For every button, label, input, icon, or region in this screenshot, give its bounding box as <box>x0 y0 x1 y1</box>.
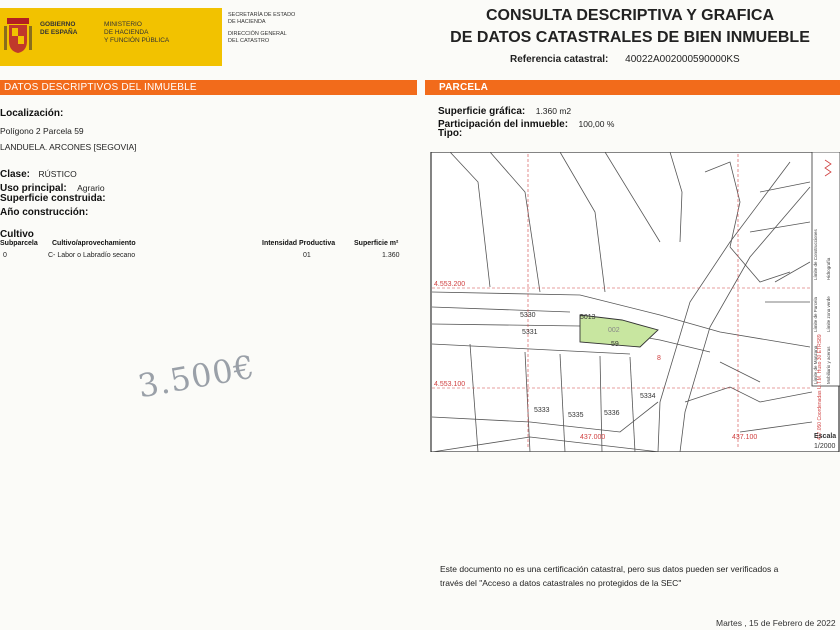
title-line-2: DE DATOS CATASTRALES DE BIEN INMUEBLE <box>450 29 810 46</box>
localizacion-line-2: LANDUELA. ARCONES [SEGOVIA] <box>0 142 137 152</box>
title-line-1: CONSULTA DESCRIPTIVA Y GRAFICA <box>485 7 774 24</box>
parcel-label-5013: 5013 <box>580 314 596 321</box>
uso-label: Uso principal: <box>0 183 67 194</box>
legend-item-parcela: Límite de Parcela <box>813 296 818 332</box>
section-bar-parcela: PARCELA <box>425 80 840 95</box>
document-title <box>420 5 840 49</box>
note-line-1: Este documento no es una certificación catastral, pero sus datos pueden ser verificados a <box>440 564 779 574</box>
parcel-label-5333: 5333 <box>534 407 550 414</box>
parcel-label-5331: 5331 <box>522 329 538 336</box>
handwritten-price: 3.500€ <box>135 347 258 406</box>
uso-value: Agrario <box>77 183 105 193</box>
col-subparcela: Subparcela <box>0 240 38 247</box>
anio-construccion-label: Año construcción: <box>0 207 89 218</box>
cell-superficie: 1.360 <box>382 252 400 259</box>
legend-item-mobiliario: Mobiliario y aceras <box>826 346 831 384</box>
logo-text-gobierno: GOBIERNO DE ESPAÑA <box>40 21 78 36</box>
section-bar-datos: DATOS DESCRIPTIVOS DEL INMUEBLE <box>0 80 417 95</box>
parcel-label-5336: 5336 <box>604 410 620 417</box>
coord-left-top: 4.553.200 <box>434 281 466 288</box>
logo-text-ministerio: MINISTERIO DE HACIENDA Y FUNCIÓN PÚBLICA <box>104 21 170 44</box>
disclaimer-note <box>440 562 778 590</box>
participacion-value: 100,00 % <box>578 119 615 129</box>
sup-grafica-label: Superficie gráfica: <box>438 106 526 117</box>
secretaria-block <box>228 12 295 44</box>
footer-date: Martes , 15 de Febrero de 2022 <box>716 618 836 628</box>
cultivo-label: Cultivo <box>0 229 34 240</box>
participacion-row <box>438 114 614 132</box>
direccion-text: DIRECCIÓN GENERAL DEL CATASTRO <box>228 31 287 44</box>
sup-grafica-value: 1.360 m2 <box>535 106 572 116</box>
localizacion-label: Localización: <box>0 108 64 119</box>
legend-item-manzana: Límite de Manzana <box>813 345 818 384</box>
coat-of-arms-icon <box>4 16 32 56</box>
localizacion-line-1: Polígono 2 Parcela 59 <box>0 126 84 136</box>
col-superficie: Superficie m² <box>354 240 399 247</box>
utm-coordinates-label: 437.050 Coordenadas U.T.M. Huso 30 ETRS89 <box>817 334 823 440</box>
cell-intensidad: 01 <box>303 252 311 259</box>
clase-value: RÚSTICO <box>38 169 77 179</box>
col-intensidad: Intensidad Productiva <box>262 240 336 247</box>
cell-subparcela: 0 <box>3 252 7 259</box>
tipo-label: Tipo: <box>438 128 463 139</box>
parcel-label-5334: 5334 <box>640 393 656 400</box>
escala-value: 1/2000 <box>814 443 836 450</box>
note-line-2: través del "Acceso a datos catastrales no protegidos de la SEC" <box>440 578 682 588</box>
legend-item-zona-verde: Límite zona verde <box>826 296 831 332</box>
secretaria-text: SECRETARÍA DE ESTADO DE HACIENDA <box>228 12 296 25</box>
cell-cultivo: C- Labor o Labradío secano <box>48 252 136 259</box>
coord-bottom-left: 437.000 <box>580 434 606 441</box>
parcel-label-002: 002 <box>608 327 620 334</box>
coord-left-bottom: 4.553.100 <box>434 381 466 388</box>
ref-label: Referencia catastral: <box>510 54 609 65</box>
superficie-construida-label: Superficie construida: <box>0 193 106 204</box>
clase-label: Clase: <box>0 169 31 180</box>
parcel-label-5335: 5335 <box>568 412 584 419</box>
participacion-label: Participación del inmueble: <box>438 119 569 130</box>
referencia-catastral <box>510 54 740 65</box>
escala-label: Escala <box>814 433 837 440</box>
parcel-label-8: 8 <box>657 355 661 362</box>
ref-value: 40022A002000590000KS <box>625 54 740 65</box>
cadastral-map <box>430 152 840 452</box>
parcel-label-59: 59 <box>611 341 619 348</box>
parcel-label-5330: 5330 <box>520 312 536 319</box>
legend-item-hidrografia: Hidrografía <box>826 257 831 280</box>
government-logo <box>0 8 222 66</box>
legend-item-construcciones: Límite de Construcciones <box>813 229 818 280</box>
coord-bottom-right: 437.100 <box>732 434 758 441</box>
col-cultivo: Cultivo/aprovechamiento <box>52 240 136 247</box>
